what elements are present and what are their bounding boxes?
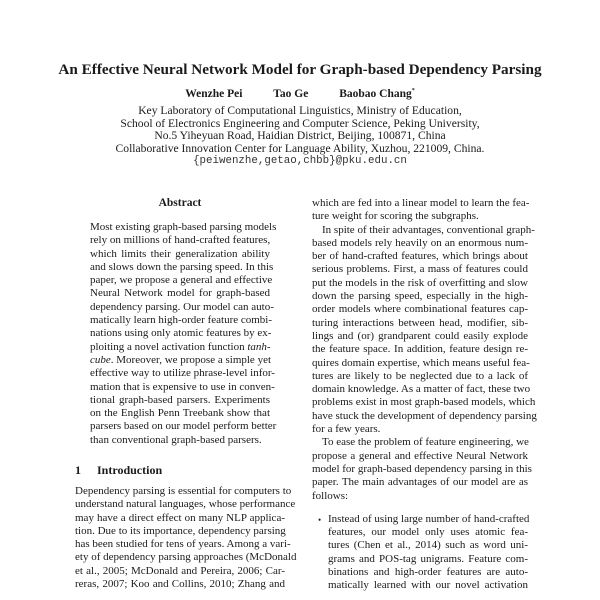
paragraph bbox=[312, 197, 528, 224]
section-heading-introduction bbox=[75, 463, 162, 478]
text-line: than conventional graph-based parsers. bbox=[90, 433, 262, 446]
author-email: {peiwenzhe,getao,chbb}@pku.edu.cn bbox=[193, 155, 407, 168]
section-title: Introduction bbox=[97, 463, 163, 477]
text-line: mation that is expensive to use in conven- bbox=[90, 380, 275, 393]
text-line: model for graph-based dependency parsing in this bbox=[312, 462, 532, 475]
corresponding-author-mark: * bbox=[411, 88, 415, 95]
author: Wenzhe Pei bbox=[185, 88, 243, 100]
text-line: put the models in the risk of overfitting and slow bbox=[312, 276, 528, 289]
text-line: order models where combinational features cap- bbox=[312, 303, 528, 316]
text-line: rely on millions of hand-crafted features, bbox=[90, 234, 271, 247]
text-line: tional graph-based parsers. Experiments bbox=[90, 393, 270, 406]
text-line: based models rely heavily on an enormous num- bbox=[312, 236, 528, 249]
text-line: ture weight for scoring the subgraphs. bbox=[312, 210, 479, 223]
text-line: dependency parsing. Our model can auto- bbox=[90, 300, 274, 313]
text-line: on the English Penn Treebank show that bbox=[90, 407, 270, 420]
text-line: reras, 2007; Koo and Collins, 2010; Zhang and bbox=[75, 578, 285, 591]
text-line: effective way to utilize phrase-level infor- bbox=[90, 367, 275, 380]
affiliation bbox=[0, 105, 600, 168]
paragraph bbox=[312, 436, 532, 502]
text-line: Dependency parsing is essential for computers to bbox=[75, 485, 292, 497]
text-line: Neural Network model for graph-based bbox=[90, 287, 270, 300]
abstract-body bbox=[90, 221, 277, 447]
author-list bbox=[0, 88, 600, 100]
text-line: follows: bbox=[312, 489, 349, 502]
introduction-body bbox=[75, 485, 297, 591]
affiliation-line: No.5 Yiheyuan Road, Haidian District, Beijing, 100871, China bbox=[154, 129, 446, 143]
text-line: turing interactions between head, modifier, sib- bbox=[312, 316, 528, 329]
paper-title: An Effective Neural Network Model for Graph-based Dependency Parsing bbox=[58, 61, 542, 78]
text-line: which limits their generalization ability bbox=[90, 247, 270, 260]
text-line: has been studied for tens of years. Among a vari- bbox=[75, 538, 291, 551]
text-line: problems exist in most graph-based models, which bbox=[312, 396, 536, 409]
right-column bbox=[312, 197, 537, 593]
text-line: parsers based on our model perform better bbox=[90, 420, 277, 433]
text-line: ber of hand-crafted features, which brings about bbox=[312, 250, 528, 263]
text-line: quires domain expertise, which means useful fea- bbox=[312, 356, 530, 369]
text-line: grams and POS-tag unigrams. Feature com- bbox=[328, 552, 528, 565]
text-line: propose a general and effective Neural Network bbox=[312, 449, 528, 462]
text-line: paper, we propose a general and effective bbox=[90, 274, 273, 287]
text-line: serious problems. First, a mass of features could bbox=[312, 263, 528, 276]
text-line: understand natural languages, whose performance bbox=[75, 498, 296, 511]
text-line: Instead of using large number of hand-crafted bbox=[328, 512, 530, 525]
text-line: In spite of their advantages, conventional graph- bbox=[322, 223, 535, 236]
affiliation-line: School of Electronics Engineering and Computer Science, Peking University, bbox=[120, 116, 480, 130]
text-line: To ease the problem of feature engineering, we bbox=[322, 436, 529, 449]
text-line: nations using only atomic features by ex- bbox=[90, 327, 272, 340]
text-line: cube. Moreover, we propose a simple yet bbox=[90, 353, 272, 366]
text-line: matically learn high-order feature combi- bbox=[90, 314, 273, 327]
text-line: for a few years. bbox=[312, 423, 381, 436]
abstract-heading: Abstract bbox=[158, 197, 202, 209]
text-line: binations and high-order features are auto- bbox=[328, 566, 528, 579]
text-line: ety of dependency parsing approaches (McDonald bbox=[75, 551, 297, 564]
text-line: paper. The main advantages of our model are as bbox=[312, 476, 528, 489]
paragraph bbox=[312, 223, 537, 437]
text-line: ploiting a novel activation function tanh- bbox=[90, 340, 271, 353]
text-line: may have a direct effect on many NLP applica- bbox=[75, 511, 285, 524]
text-line: down the parsing speed, especially in the high- bbox=[312, 290, 528, 303]
text-line: which are fed into a linear model to learn the fea- bbox=[312, 197, 530, 209]
affiliation-line: Key Laboratory of Computational Linguistics, Ministry of Education, bbox=[138, 104, 462, 117]
text-line: tion. Due to its importance, dependency parsing bbox=[75, 524, 286, 537]
text-line: lings and (or) grandparent could easily explode bbox=[312, 329, 528, 342]
text-line: matically learned with our novel activation bbox=[328, 579, 528, 592]
text-line: tures are likely to be neglected due to a lack of bbox=[312, 369, 528, 382]
text-line: Most existing graph-based parsing models bbox=[90, 221, 277, 233]
text-line: and slows down the parsing speed. In this bbox=[90, 260, 274, 273]
affiliation-line: Collaborative Innovation Center for Language Ability, Xuzhou, 221009, China. bbox=[115, 141, 485, 155]
text-line: the feature space. In addition, feature design re- bbox=[312, 343, 528, 356]
text-line: tures (Chen et al., 2014) such as word uni- bbox=[328, 539, 528, 552]
text-line: domain knowledge. As a matter of fact, these two bbox=[312, 383, 531, 396]
text-line: features, our model only uses atomic fea- bbox=[328, 526, 528, 539]
author: Tao Ge bbox=[273, 88, 309, 100]
bullet-icon: • bbox=[318, 514, 322, 525]
section-number: 1 bbox=[75, 463, 81, 477]
text-line: et al., 2005; McDonald and Pereira, 2006; Car- bbox=[75, 564, 285, 577]
text-line: have stuck the development of dependency parsing bbox=[312, 409, 537, 422]
author: Baobao Chang* bbox=[339, 88, 415, 100]
bullet-item bbox=[312, 513, 528, 593]
